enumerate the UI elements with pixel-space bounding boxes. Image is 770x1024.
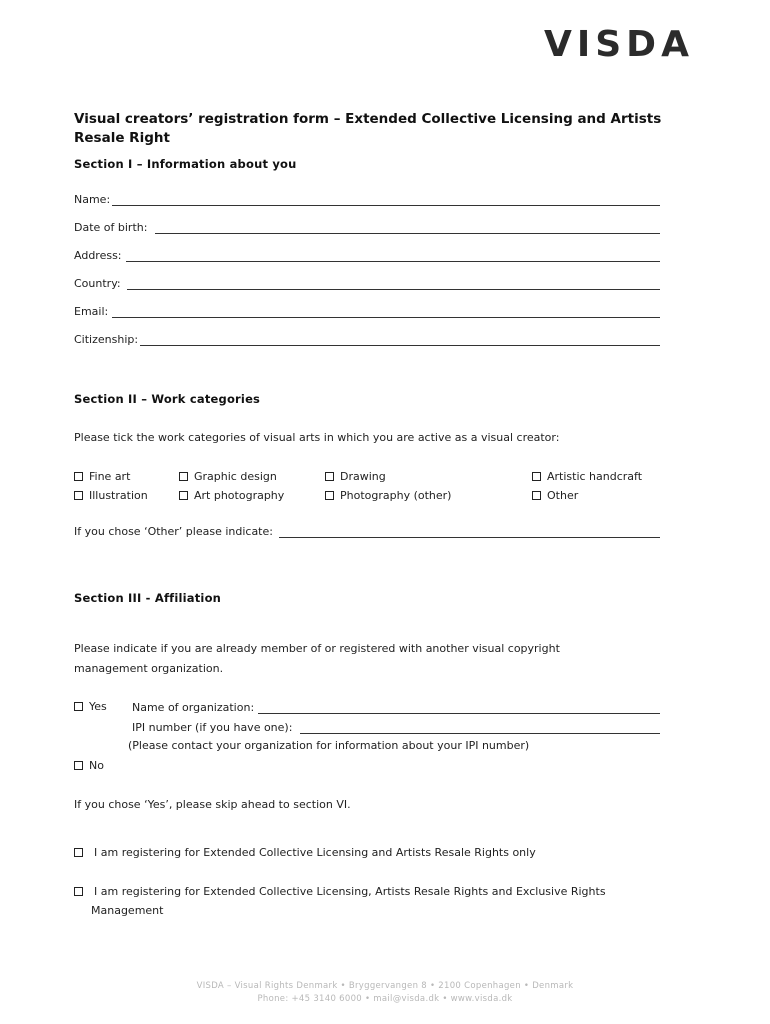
- checkbox-option-ecl-arr-only[interactable]: I am registering for Extended Collective Licensing and Artists Resale Rights only: [74, 846, 536, 859]
- checkbox-illustration[interactable]: Illustration: [74, 489, 148, 502]
- other-indicate-input-line[interactable]: [279, 527, 660, 538]
- org-name-input-line[interactable]: [258, 703, 660, 714]
- ipi-input-line[interactable]: [300, 723, 660, 734]
- citizenship-label: Citizenship:: [74, 333, 139, 346]
- section-3-heading: Section III - Affiliation: [74, 591, 222, 605]
- checkbox-icon[interactable]: [179, 472, 188, 481]
- skip-note: If you chose ‘Yes’, please skip ahead to section VI.: [74, 798, 351, 811]
- ipi-field[interactable]: [132, 718, 660, 734]
- country-field[interactable]: [74, 274, 660, 290]
- section-2-intro: Please tick the work categories of visual arts in which you are active as a visual creator:: [74, 431, 560, 444]
- email-input-line[interactable]: [112, 307, 660, 318]
- ipi-label: IPI number (if you have one):: [132, 721, 293, 734]
- name-field[interactable]: [74, 190, 660, 206]
- section-1-heading: Section I – Information about you: [74, 157, 297, 171]
- other-indicate-field[interactable]: [74, 522, 660, 538]
- country-input-line[interactable]: [127, 279, 660, 290]
- country-label: Country:: [74, 277, 121, 290]
- section-2-heading: Section II – Work categories: [74, 392, 261, 406]
- checkbox-icon[interactable]: [74, 491, 83, 500]
- section-3-intro-line1: Please indicate if you are already member of or registered with another visual copyright: [74, 642, 560, 655]
- checkbox-other[interactable]: Other: [532, 489, 578, 502]
- other-indicate-label: If you chose ‘Other’ please indicate:: [74, 525, 273, 538]
- checkbox-option-ecl-arr-exclusive[interactable]: I am registering for Extended Collective Licensing, Artists Resale Rights and Exclusive Rights: [74, 885, 606, 898]
- org-name-field[interactable]: [132, 698, 660, 714]
- address-field[interactable]: [74, 246, 660, 262]
- checkbox-icon[interactable]: [325, 472, 334, 481]
- checkbox-icon[interactable]: [74, 702, 83, 711]
- checkbox-icon[interactable]: [179, 491, 188, 500]
- checkbox-icon[interactable]: [74, 472, 83, 481]
- dob-input-line[interactable]: [155, 223, 660, 234]
- checkbox-yes[interactable]: Yes: [74, 700, 107, 713]
- address-input-line[interactable]: [126, 251, 660, 262]
- checkbox-no[interactable]: No: [74, 759, 104, 772]
- dob-field[interactable]: [74, 218, 660, 234]
- section-3-intro-line2: management organization.: [74, 662, 224, 675]
- checkbox-graphic-design[interactable]: Graphic design: [179, 470, 277, 483]
- ipi-note: (Please contact your organization for information about your IPI number): [128, 739, 530, 752]
- option2-continuation: Management: [91, 904, 164, 917]
- email-field[interactable]: [74, 302, 660, 318]
- checkbox-icon[interactable]: [325, 491, 334, 500]
- email-label: Email:: [74, 305, 109, 318]
- visda-logo: [544, 24, 696, 60]
- checkbox-icon[interactable]: [532, 472, 541, 481]
- checkbox-fine-art[interactable]: Fine art: [74, 470, 130, 483]
- address-label: Address:: [74, 249, 122, 262]
- svg-text:VISDA: VISDA: [544, 24, 694, 60]
- footer-contact: Phone: +45 3140 6000 • mail@visda.dk • www.visda.dk: [257, 994, 513, 1004]
- checkbox-icon[interactable]: [532, 491, 541, 500]
- form-title: Visual creators’ registration form – Extended Collective Licensing and Artists Resale Right: [74, 111, 662, 146]
- checkbox-art-photography[interactable]: Art photography: [179, 489, 284, 502]
- citizenship-input-line[interactable]: [140, 335, 660, 346]
- checkbox-icon[interactable]: [74, 761, 83, 770]
- citizenship-field[interactable]: [74, 330, 660, 346]
- footer-address: VISDA – Visual Rights Denmark • Bryggervangen 8 • 2100 Copenhagen • Denmark: [196, 981, 574, 991]
- dob-label: Date of birth:: [74, 221, 148, 234]
- name-input-line[interactable]: [112, 195, 660, 206]
- org-name-label: Name of organization:: [132, 701, 255, 714]
- checkbox-photography-other[interactable]: Photography (other): [325, 489, 451, 502]
- checkbox-artistic-handcraft[interactable]: Artistic handcraft: [532, 470, 642, 483]
- checkbox-icon[interactable]: [74, 887, 83, 896]
- checkbox-drawing[interactable]: Drawing: [325, 470, 386, 483]
- checkbox-icon[interactable]: [74, 848, 83, 857]
- name-label: Name:: [74, 193, 111, 206]
